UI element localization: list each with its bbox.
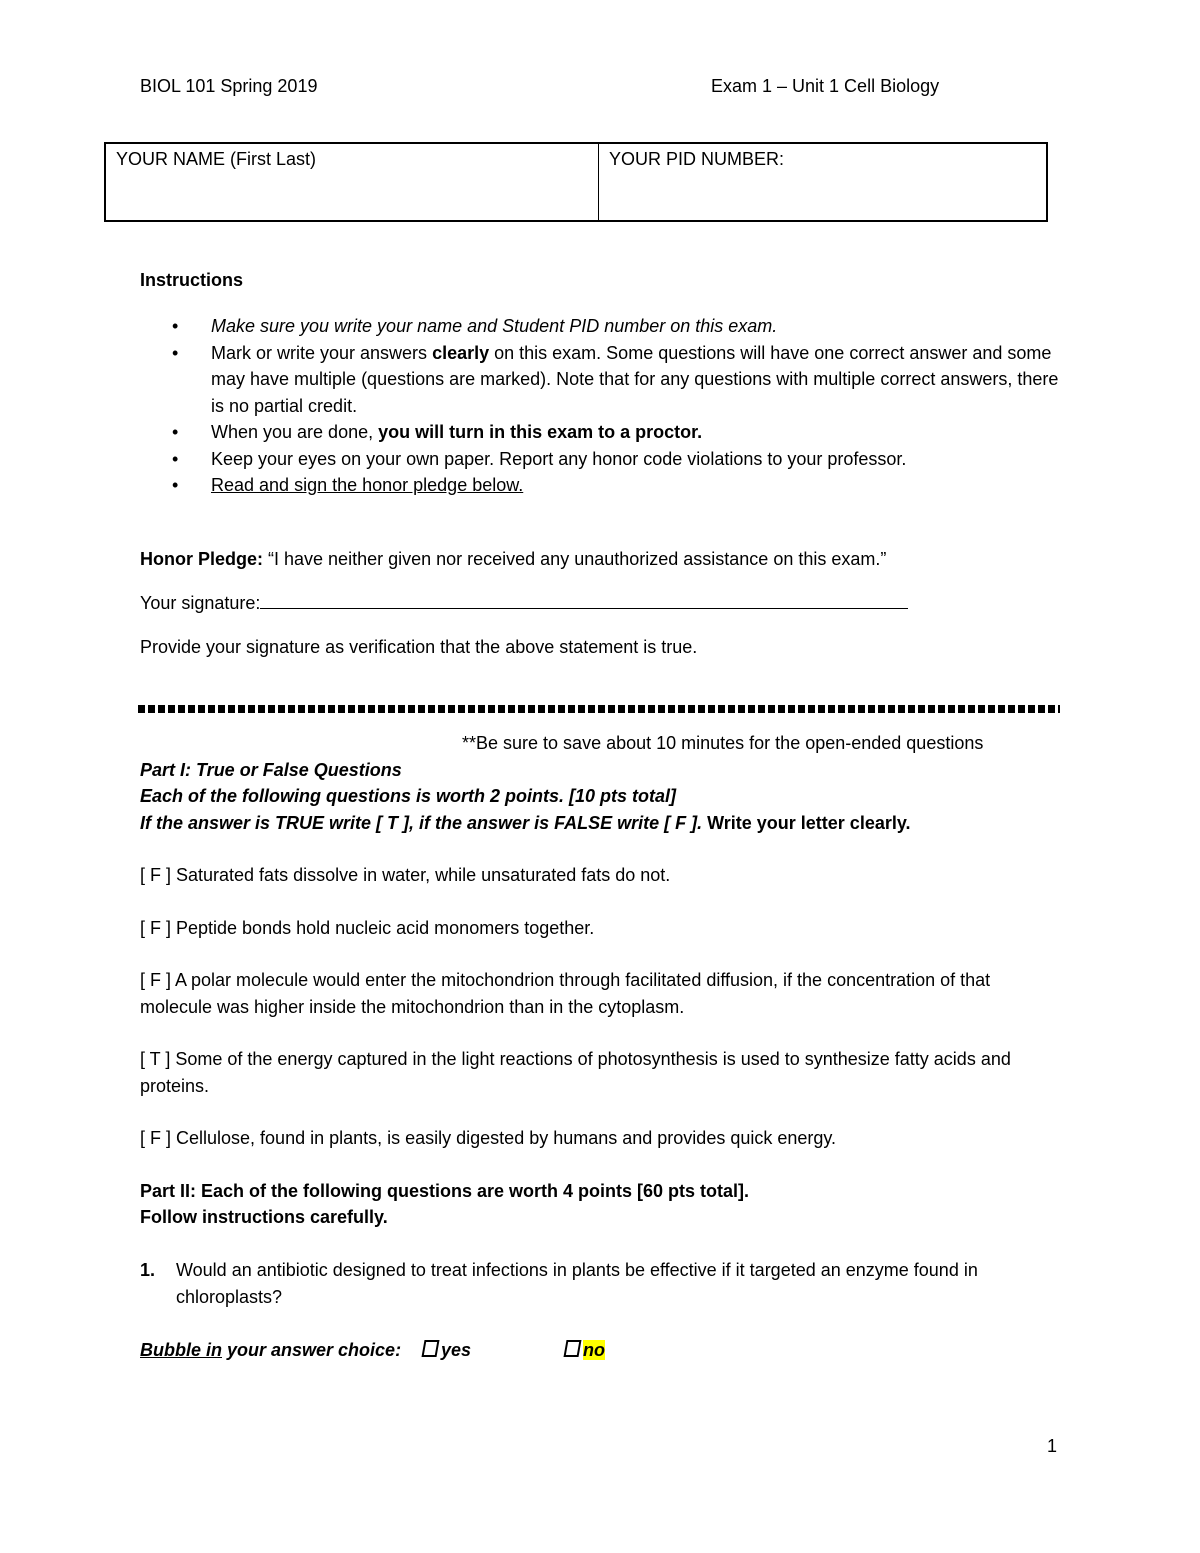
answer-mark[interactable]: [ F ] bbox=[140, 865, 171, 885]
part1-title: Part I: True or False Questions bbox=[140, 760, 402, 780]
honor-pledge: Honor Pledge: “I have neither given nor received any unauthorized assistance on this exam.” bbox=[140, 549, 887, 569]
answer-mark[interactable]: [ T ] bbox=[140, 1049, 171, 1069]
exam-header: Exam 1 – Unit 1 Cell Biology bbox=[711, 76, 940, 96]
list-item: • Mark or write your answers clearly on this exam. Some questions will have one correct answer and some may have multiple (questions are marked). Note that for any questions with multiple correct answers, there is no partial credit. bbox=[140, 340, 1061, 420]
tf-question: [ F ] A polar molecule would enter the mitochondrion through facilitated diffusion, if the concentration of that molecule was higher inside the mitochondrion than in the cytoplasm. bbox=[140, 970, 991, 1017]
name-field[interactable] bbox=[105, 143, 599, 221]
instructions-heading: Instructions bbox=[140, 270, 244, 290]
student-id-box bbox=[104, 142, 1048, 222]
part1-worth: Each of the following questions is worth 2 points. [10 pts total] bbox=[140, 786, 677, 806]
tf-question: [ F ] Saturated fats dissolve in water, while unsaturated fats do not. bbox=[140, 865, 671, 885]
tf-question: [ F ] Cellulose, found in plants, is easily digested by humans and provides quick energy. bbox=[140, 1128, 837, 1148]
list-item: • Make sure you write your name and Student PID number on this exam. bbox=[140, 313, 1060, 340]
part1-rule: If the answer is TRUE write [ T ], if the answer is FALSE write [ F ]. Write your letter clearly. bbox=[140, 813, 911, 833]
signature-row bbox=[140, 590, 908, 617]
page-number: 1 bbox=[1047, 1436, 1058, 1456]
question-number: 1. bbox=[140, 1260, 156, 1280]
pid-field[interactable] bbox=[599, 143, 1048, 221]
option-yes[interactable]: yes bbox=[423, 1337, 471, 1364]
list-item: • Keep your eyes on your own paper. Report any honor code violations to your professor. bbox=[140, 446, 1060, 473]
course-header: BIOL 101 Spring 2019 bbox=[140, 76, 318, 96]
time-note: **Be sure to save about 10 minutes for the open-ended questions bbox=[462, 733, 984, 753]
tf-question: [ F ] Peptide bonds hold nucleic acid monomers together. bbox=[140, 918, 595, 938]
pid-label: YOUR PID NUMBER: bbox=[609, 149, 785, 169]
answer-mark[interactable]: [ F ] bbox=[140, 970, 171, 990]
verification-text: Provide your signature as verification that the above statement is true. bbox=[140, 637, 698, 657]
answer-mark[interactable]: [ F ] bbox=[140, 918, 171, 938]
part2-follow: Follow instructions carefully. bbox=[140, 1207, 388, 1227]
bubble-icon[interactable] bbox=[422, 1340, 440, 1357]
signature-label: Your signature: bbox=[140, 593, 261, 613]
list-item: • Read and sign the honor pledge below. bbox=[140, 472, 1060, 499]
bubble-instruction: Bubble in your answer choice: bbox=[140, 1340, 402, 1360]
name-label: YOUR NAME (First Last) bbox=[116, 149, 317, 169]
answer-mark[interactable]: [ F ] bbox=[140, 1128, 171, 1148]
option-no[interactable]: no bbox=[565, 1337, 605, 1364]
question-text: Would an antibiotic designed to treat infections in plants be effective if it targeted an enzyme found in chloroplasts? bbox=[176, 1260, 978, 1307]
section-divider bbox=[138, 705, 1060, 713]
tf-question: [ T ] Some of the energy captured in the light reactions of photosynthesis is used to synthesize fatty acids and proteins. bbox=[140, 1049, 1011, 1096]
bubble-icon[interactable] bbox=[564, 1340, 582, 1357]
list-item: • When you are done, you will turn in this exam to a proctor. bbox=[140, 419, 1060, 446]
part2-title: Part II: Each of the following questions are worth 4 points [60 pts total]. bbox=[140, 1181, 750, 1201]
instructions-list bbox=[140, 313, 1060, 499]
signature-line[interactable] bbox=[260, 590, 908, 609]
